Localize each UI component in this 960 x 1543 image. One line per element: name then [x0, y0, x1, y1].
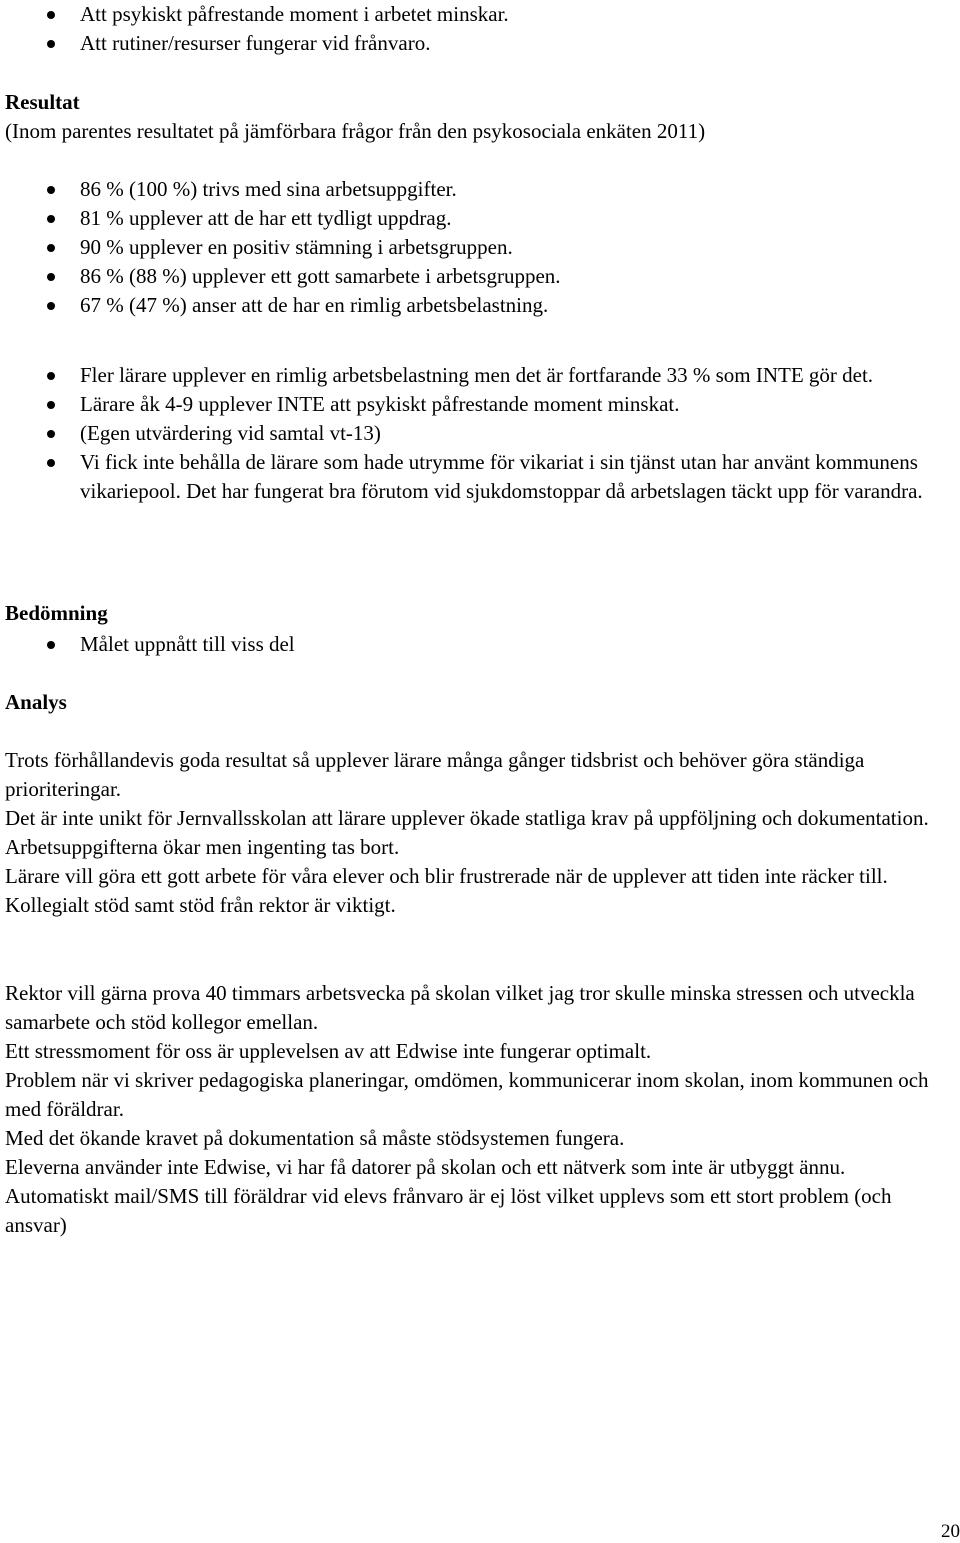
analys-paragraphs-2 — [5, 979, 952, 1240]
paragraph: Med det ökande kravet på dokumentation så måste stödsystemen fungera. — [5, 1126, 625, 1150]
list-item: 67 % (47 %) anser att de har en rimlig arbetsbelastning. — [5, 291, 952, 320]
paragraph: Lärare vill göra ett gott arbete för våra elever och blir frustrerade när de upplever att tiden inte räcker till. — [5, 864, 888, 888]
paragraph: Trots förhållandevis goda resultat så upplever lärare många gånger tidsbrist och behöver göra ständiga prioriteringar. — [5, 748, 865, 801]
list-item: Att rutiner/resurser fungerar vid frånvaro. — [5, 29, 952, 58]
list-item: (Egen utvärdering vid samtal vt-13) — [5, 419, 952, 448]
page-number: 20 — [941, 1521, 960, 1542]
paragraph: Eleverna använder inte Edwise, vi har få datorer på skolan och ett nätverk som inte är utbyggt ännu. — [5, 1155, 846, 1179]
list-item: Målet uppnått till viss del — [5, 630, 952, 659]
list-item: Att psykiskt påfrestande moment i arbetet minskar. — [5, 0, 952, 29]
paragraph: Rektor vill gärna prova 40 timmars arbetsvecka på skolan vilket jag tror skulle minska stressen och utveckla samarbete och stöd kollegor emellan. — [5, 981, 915, 1034]
paragraph: Det är inte unikt för Jernvallsskolan att lärare upplever ökade statliga krav på uppföljning och dokumentation. Arbetsuppgifterna ökar men ingenting tas bort. — [5, 806, 929, 859]
paragraph: Kollegialt stöd samt stöd från rektor är viktigt. — [5, 893, 396, 917]
list-item: Fler lärare upplever en rimlig arbetsbelastning men det är fortfarande 33 % som INTE gör det. — [5, 361, 952, 390]
list-item: Vi fick inte behålla de lärare som hade utrymme för vikariat i sin tjänst utan har använt kommunens vikariepool. Det har fungerat bra förutom vid sjukdomstoppar då arbetslagen täckt upp för varandra. — [5, 448, 952, 506]
list-item: Lärare åk 4-9 upplever INTE att psykiskt påfrestande moment minskat. — [5, 390, 952, 419]
analys-paragraphs-1 — [5, 746, 952, 920]
section-heading-bedomning: Bedömning — [5, 601, 108, 625]
list-item: 86 % (88 %) upplever ett gott samarbete i arbetsgruppen. — [5, 262, 952, 291]
paragraph: Problem när vi skriver pedagogiska planeringar, omdömen, kommunicerar inom skolan, inom kommunen och med föräldrar. — [5, 1068, 929, 1121]
paragraph: Automatiskt mail/SMS till föräldrar vid elevs frånvaro är ej löst vilket upplevs som ett stort problem (och ansvar) — [5, 1184, 892, 1237]
paragraph: Ett stressmoment för oss är upplevelsen av att Edwise inte fungerar optimalt. — [5, 1039, 652, 1063]
list-item: 86 % (100 %) trivs med sina arbetsuppgifter. — [5, 175, 952, 204]
list-item: 90 % upplever en positiv stämning i arbetsgruppen. — [5, 233, 952, 262]
list-item: 81 % upplever att de har ett tydligt uppdrag. — [5, 204, 952, 233]
section-heading-analys: Analys — [5, 690, 67, 714]
resultat-bullet-list — [5, 175, 952, 320]
bedomning-bullet-list — [5, 630, 952, 659]
intro-bullet-list — [5, 0, 952, 58]
resultat-bullet-list-2 — [5, 361, 952, 506]
resultat-subtitle: (Inom parentes resultatet på jämförbara frågor från den psykosociala enkäten 2011) — [5, 119, 706, 143]
section-heading-resultat: Resultat — [5, 90, 80, 114]
